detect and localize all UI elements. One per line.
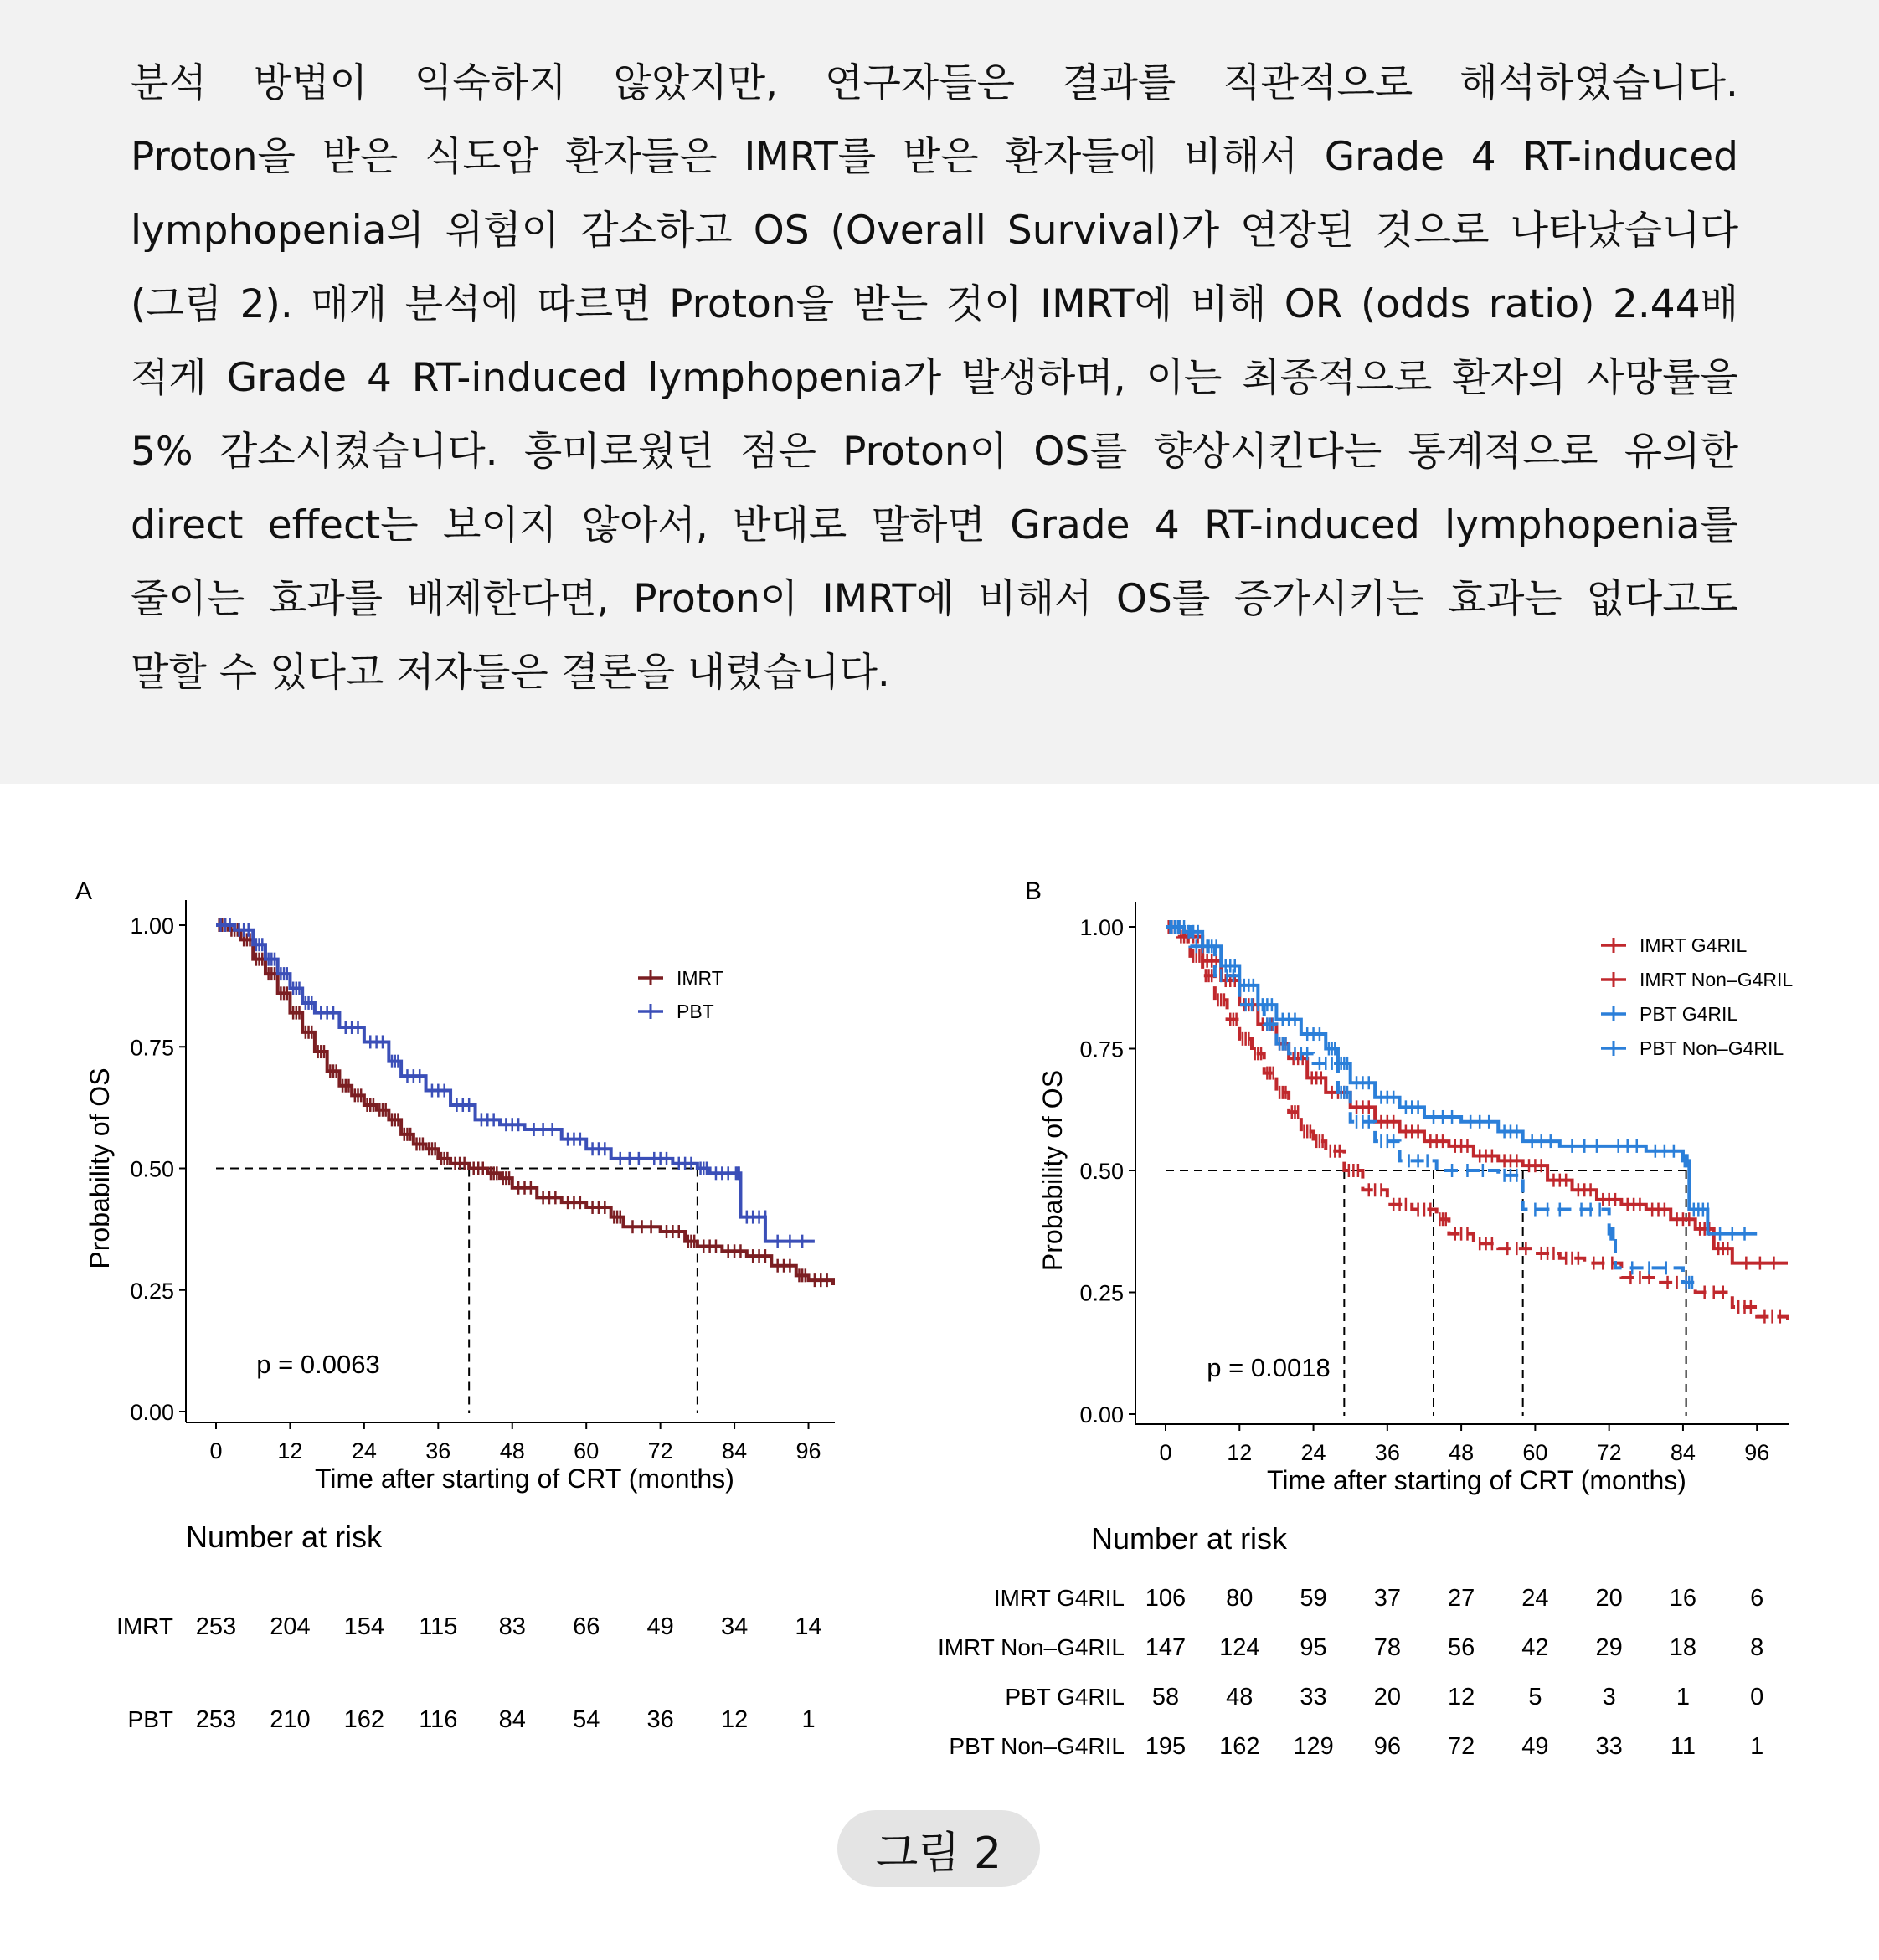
risk-count: 58 <box>1151 1684 1180 1710</box>
km-figure <box>0 784 1879 1960</box>
panel-letter: A <box>75 877 93 905</box>
risk-table-title: Number at risk <box>186 1520 383 1554</box>
risk-count: 106 <box>1145 1585 1187 1612</box>
risk-count: 3 <box>1602 1684 1616 1710</box>
risk-count: 37 <box>1373 1585 1401 1612</box>
paragraph-line: direct effect는 보이지 않아서, 반대로 말하면 Grade 4 RT-induced lymphopenia를 <box>131 502 1738 548</box>
panel-letter: B <box>1025 877 1042 905</box>
risk-row-label: PBT Non–G4RIL <box>949 1733 1125 1759</box>
paragraph-line: Proton을 받은 식도암 환자들은 IMRT를 받은 환자들에 비해서 Grade 4 RT-induced <box>131 134 1738 180</box>
paragraph-line: 줄이는 효과를 배제한다면, Proton이 IMRT에 비해서 OS를 증가시키는 효과는 없다고도 <box>131 576 1738 622</box>
risk-count: 12 <box>1447 1684 1475 1710</box>
risk-count: 162 <box>1219 1733 1260 1760</box>
risk-count: 0 <box>1750 1684 1764 1710</box>
risk-count: 96 <box>1373 1733 1401 1760</box>
x-tick-label: 12 <box>277 1438 303 1464</box>
paragraph-line: 분석 방법이 익숙하지 않았지만, 연구자들은 결과를 직관적으로 해석하였습니다. <box>131 60 1738 106</box>
risk-count: 49 <box>646 1613 674 1640</box>
risk-count: 162 <box>343 1706 385 1733</box>
y-tick-label: 0.25 <box>130 1278 174 1304</box>
risk-count: 14 <box>795 1613 822 1640</box>
risk-count: 27 <box>1447 1585 1475 1612</box>
risk-row-label: IMRT Non–G4RIL <box>937 1634 1125 1660</box>
x-tick-label: 0 <box>209 1438 223 1464</box>
y-tick-label: 0.00 <box>130 1400 174 1425</box>
risk-count: 56 <box>1447 1634 1475 1661</box>
risk-count: 1 <box>1750 1733 1764 1760</box>
p-value-annotation: p = 0.0063 <box>256 1350 380 1379</box>
legend-label: PBT <box>677 1001 714 1022</box>
x-tick-label: 48 <box>499 1438 525 1464</box>
risk-row-label: IMRT G4RIL <box>993 1585 1125 1611</box>
risk-count: 11 <box>1670 1733 1696 1760</box>
risk-count: 84 <box>498 1706 526 1733</box>
legend-label: IMRT <box>677 967 723 989</box>
y-tick-label: 0.75 <box>1079 1037 1124 1062</box>
risk-count: 20 <box>1373 1684 1401 1710</box>
risk-count: 95 <box>1300 1634 1327 1661</box>
risk-count: 48 <box>1226 1684 1254 1710</box>
legend-label: IMRT Non–G4RIL <box>1640 969 1794 990</box>
risk-count: 20 <box>1595 1585 1623 1612</box>
risk-count: 16 <box>1669 1585 1697 1612</box>
legend-label: PBT G4RIL <box>1640 1003 1738 1025</box>
risk-count: 80 <box>1226 1585 1254 1612</box>
x-tick-label: 12 <box>1227 1440 1253 1465</box>
risk-count: 115 <box>419 1613 458 1640</box>
x-axis-label: Time after starting of CRT (months) <box>1267 1465 1686 1495</box>
x-tick-label: 96 <box>795 1438 821 1464</box>
risk-row-label: PBT G4RIL <box>1005 1684 1125 1710</box>
y-axis-label: Probability of OS <box>85 1067 115 1269</box>
risk-count: 33 <box>1300 1684 1327 1710</box>
x-tick-label: 60 <box>574 1438 600 1464</box>
paragraph-line: 말할 수 있다고 저자들은 결론을 내렸습니다. <box>131 650 890 696</box>
x-tick-label: 36 <box>1374 1440 1400 1465</box>
figure-caption: 그림 2 <box>837 1810 1040 1887</box>
risk-count: 59 <box>1300 1585 1327 1612</box>
paragraph-line: (그림 2). 매개 분석에 따르면 Proton을 받는 것이 IMRT에 비해 OR (odds ratio) 2.44배 <box>131 281 1738 327</box>
risk-count: 116 <box>419 1706 458 1733</box>
y-tick-label: 0.25 <box>1079 1280 1124 1306</box>
risk-count: 204 <box>270 1613 311 1640</box>
y-tick-label: 0.50 <box>1079 1159 1124 1184</box>
legend-label: PBT Non–G4RIL <box>1640 1037 1784 1059</box>
x-tick-label: 0 <box>1159 1440 1172 1465</box>
paragraph-line: 적게 Grade 4 RT-induced lymphopenia가 발생하며, 이는 최종적으로 환자의 사망률을 <box>131 355 1738 401</box>
x-tick-label: 72 <box>1596 1440 1622 1465</box>
risk-count: 33 <box>1595 1733 1623 1760</box>
y-tick-label: 0.00 <box>1079 1402 1124 1428</box>
risk-count: 49 <box>1521 1733 1549 1760</box>
risk-count: 253 <box>195 1706 237 1733</box>
risk-count: 195 <box>1145 1733 1187 1760</box>
x-tick-label: 96 <box>1744 1440 1770 1465</box>
x-tick-label: 84 <box>722 1438 748 1464</box>
x-tick-label: 24 <box>1300 1440 1326 1465</box>
y-axis-label: Probability of OS <box>1037 1069 1068 1272</box>
risk-count: 78 <box>1373 1634 1401 1661</box>
risk-count: 8 <box>1750 1634 1764 1661</box>
y-tick-label: 0.75 <box>130 1035 174 1061</box>
risk-count: 72 <box>1447 1733 1475 1760</box>
risk-count: 24 <box>1521 1585 1549 1612</box>
x-tick-label: 60 <box>1522 1440 1548 1465</box>
risk-count: 12 <box>720 1706 749 1733</box>
y-tick-label: 1.00 <box>130 913 174 939</box>
risk-count: 253 <box>195 1613 237 1640</box>
x-tick-label: 72 <box>647 1438 673 1464</box>
risk-count: 6 <box>1750 1585 1764 1612</box>
km-curve <box>216 925 815 1242</box>
risk-row-label: IMRT <box>116 1613 173 1639</box>
risk-count: 42 <box>1521 1634 1549 1661</box>
paragraph-line: lymphopenia의 위험이 감소하고 OS (Overall Survival)가 연장된 것으로 나타났습니다 <box>131 208 1738 254</box>
risk-count: 210 <box>270 1706 311 1733</box>
y-tick-label: 1.00 <box>1079 915 1124 940</box>
risk-row-label: PBT <box>127 1706 173 1732</box>
risk-count: 18 <box>1669 1634 1697 1661</box>
risk-count: 54 <box>573 1706 600 1733</box>
risk-count: 29 <box>1595 1634 1623 1661</box>
x-axis-label: Time after starting of CRT (months) <box>315 1464 734 1494</box>
risk-count: 5 <box>1528 1684 1542 1710</box>
risk-count: 1 <box>801 1706 816 1733</box>
risk-count: 124 <box>1219 1634 1260 1661</box>
risk-count: 34 <box>720 1613 749 1640</box>
legend-label: IMRT G4RIL <box>1640 934 1748 956</box>
text-panel <box>0 0 1879 784</box>
body-paragraph <box>131 47 1738 710</box>
x-tick-label: 84 <box>1670 1440 1696 1465</box>
risk-count: 1 <box>1676 1684 1691 1710</box>
risk-count: 129 <box>1293 1733 1334 1760</box>
p-value-annotation: p = 0.0018 <box>1207 1353 1331 1382</box>
x-tick-label: 36 <box>425 1438 451 1464</box>
risk-count: 154 <box>343 1613 385 1640</box>
y-tick-label: 0.50 <box>130 1156 174 1182</box>
x-tick-label: 48 <box>1449 1440 1475 1465</box>
risk-count: 83 <box>498 1613 526 1640</box>
risk-count: 36 <box>646 1706 674 1733</box>
paragraph-line: 5% 감소시켰습니다. 흥미로웠던 점은 Proton이 OS를 향상시킨다는 통계적으로 유의한 <box>131 429 1738 475</box>
risk-count: 147 <box>1145 1634 1187 1661</box>
x-tick-label: 24 <box>351 1438 377 1464</box>
km-curve <box>216 925 833 1285</box>
risk-count: 66 <box>573 1613 600 1640</box>
risk-table-title: Number at risk <box>1091 1521 1288 1556</box>
